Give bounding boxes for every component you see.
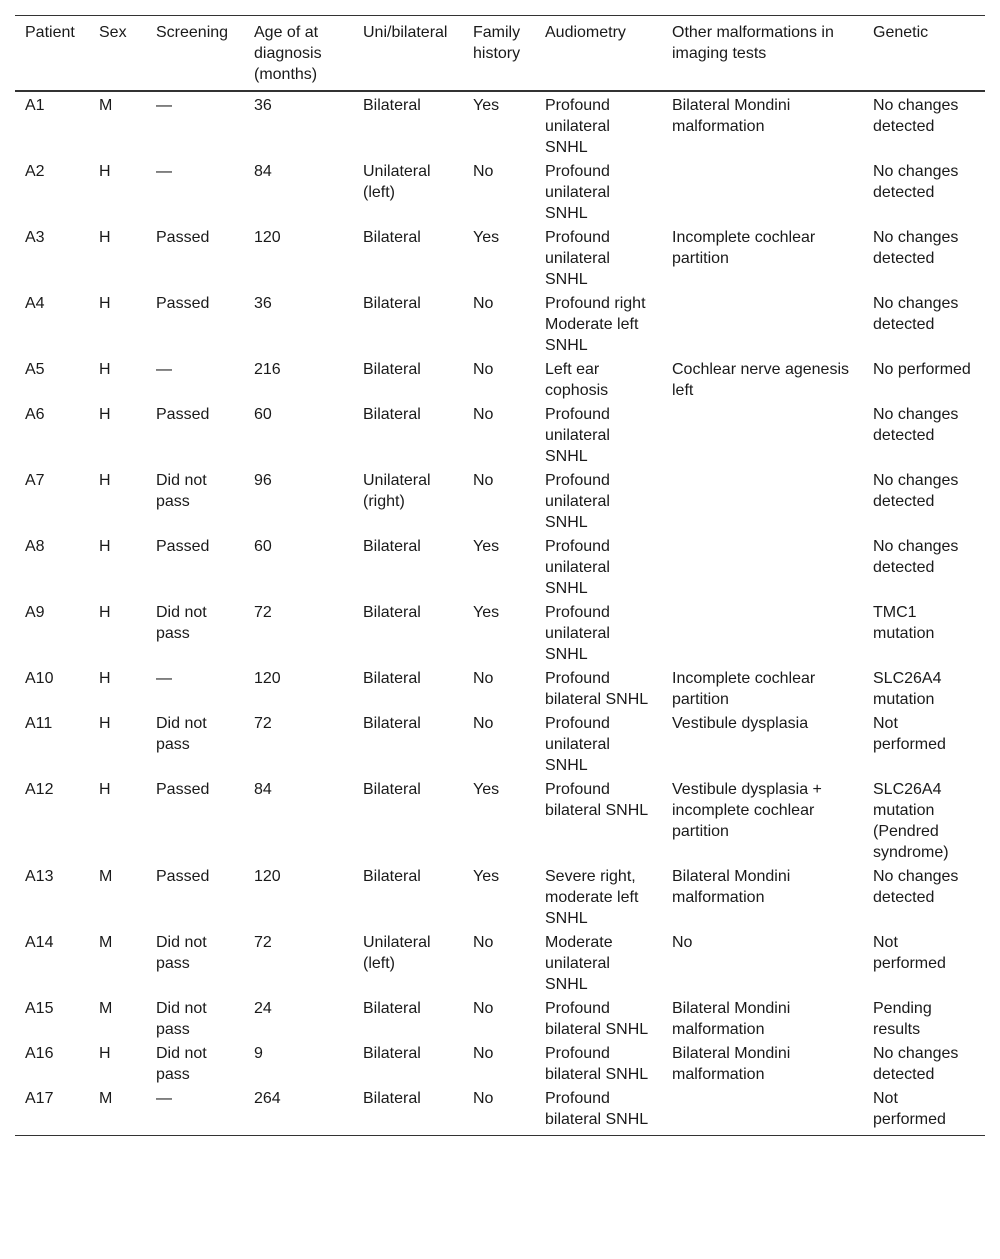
cell-genetic: No changes detected bbox=[873, 163, 959, 201]
cell-audiometry: Profound right Moderate left SNHL bbox=[545, 295, 646, 354]
cell-uni-bilateral: Bilateral bbox=[363, 868, 421, 885]
cell-family-history: Yes bbox=[473, 868, 500, 885]
cell-screening: Did not pass bbox=[156, 604, 207, 642]
cell-audiometry: Profound unilateral SNHL bbox=[545, 97, 610, 156]
cell-patient: A10 bbox=[25, 670, 54, 687]
cell-other-malformations: Incomplete cochlear partition bbox=[672, 229, 816, 267]
cell-sex: H bbox=[99, 1045, 111, 1062]
cell-screening: Passed bbox=[156, 781, 210, 798]
cell-genetic: TMC1 mutation bbox=[873, 604, 935, 642]
cell-audiometry: Profound bilateral SNHL bbox=[545, 781, 649, 819]
cell-patient: A4 bbox=[25, 295, 45, 312]
cell-patient: A16 bbox=[25, 1045, 54, 1062]
cell-age-at-diagnosis: 84 bbox=[254, 781, 272, 798]
cell-age-at-diagnosis: 24 bbox=[254, 1000, 272, 1017]
cell-sex: H bbox=[99, 670, 111, 687]
column-header-genetic: Genetic bbox=[873, 24, 929, 41]
table-row bbox=[15, 711, 985, 777]
cell-uni-bilateral: Unilateral (left) bbox=[363, 163, 431, 201]
cell-family-history: No bbox=[473, 406, 494, 423]
cell-family-history: No bbox=[473, 1090, 494, 1107]
cell-age-at-diagnosis: 72 bbox=[254, 934, 272, 951]
patient-table-container bbox=[15, 15, 985, 1136]
cell-sex: H bbox=[99, 229, 111, 246]
cell-other-malformations: Cochlear nerve agenesis left bbox=[672, 361, 849, 399]
cell-genetic: No changes detected bbox=[873, 538, 959, 576]
cell-other-malformations: Bilateral Mondini malformation bbox=[672, 1000, 791, 1038]
cell-screening: Did not pass bbox=[156, 472, 207, 510]
cell-family-history: No bbox=[473, 1045, 494, 1062]
cell-screening: — bbox=[156, 361, 172, 378]
table-row bbox=[15, 468, 985, 534]
cell-uni-bilateral: Bilateral bbox=[363, 1000, 421, 1017]
cell-other-malformations: Incomplete cochlear partition bbox=[672, 670, 816, 708]
cell-sex: H bbox=[99, 604, 111, 621]
cell-screening: — bbox=[156, 97, 172, 114]
cell-age-at-diagnosis: 264 bbox=[254, 1090, 281, 1107]
cell-patient: A6 bbox=[25, 406, 45, 423]
cell-age-at-diagnosis: 96 bbox=[254, 472, 272, 489]
cell-sex: H bbox=[99, 163, 111, 180]
cell-genetic: Not performed bbox=[873, 715, 946, 753]
cell-uni-bilateral: Bilateral bbox=[363, 715, 421, 732]
cell-audiometry: Profound unilateral SNHL bbox=[545, 715, 610, 774]
cell-patient: A17 bbox=[25, 1090, 54, 1107]
cell-audiometry: Severe right, moderate left SNHL bbox=[545, 868, 639, 927]
cell-uni-bilateral: Bilateral bbox=[363, 229, 421, 246]
cell-uni-bilateral: Bilateral bbox=[363, 670, 421, 687]
cell-other-malformations: No bbox=[672, 934, 693, 951]
cell-genetic: SLC26A4 mutation (Pendred syndrome) bbox=[873, 781, 949, 861]
table-body bbox=[15, 91, 985, 1136]
cell-age-at-diagnosis: 9 bbox=[254, 1045, 263, 1062]
table-row bbox=[15, 600, 985, 666]
cell-other-malformations: Bilateral Mondini malformation bbox=[672, 1045, 791, 1083]
column-header-sex: Sex bbox=[99, 24, 127, 41]
cell-sex: M bbox=[99, 868, 113, 885]
cell-sex: H bbox=[99, 361, 111, 378]
cell-age-at-diagnosis: 120 bbox=[254, 670, 281, 687]
cell-other-malformations: Vestibule dysplasia bbox=[672, 715, 809, 732]
column-header-other-malformations: Other malformations in imaging tests bbox=[672, 24, 834, 62]
cell-audiometry: Profound unilateral SNHL bbox=[545, 604, 610, 663]
header-row bbox=[15, 16, 985, 92]
cell-patient: A7 bbox=[25, 472, 45, 489]
cell-other-malformations: Bilateral Mondini malformation bbox=[672, 868, 791, 906]
cell-sex: H bbox=[99, 781, 111, 798]
cell-audiometry: Profound bilateral SNHL bbox=[545, 1090, 649, 1128]
cell-screening: Passed bbox=[156, 406, 210, 423]
cell-audiometry: Profound bilateral SNHL bbox=[545, 670, 649, 708]
cell-sex: H bbox=[99, 472, 111, 489]
table-row bbox=[15, 291, 985, 357]
cell-genetic: SLC26A4 mutation bbox=[873, 670, 942, 708]
cell-patient: A3 bbox=[25, 229, 45, 246]
cell-patient: A13 bbox=[25, 868, 54, 885]
cell-age-at-diagnosis: 60 bbox=[254, 538, 272, 555]
cell-patient: A12 bbox=[25, 781, 54, 798]
cell-patient: A8 bbox=[25, 538, 45, 555]
cell-uni-bilateral: Bilateral bbox=[363, 538, 421, 555]
cell-audiometry: Profound unilateral SNHL bbox=[545, 163, 610, 222]
cell-patient: A11 bbox=[25, 715, 53, 732]
table-row bbox=[15, 777, 985, 864]
cell-screening: — bbox=[156, 1090, 172, 1107]
cell-audiometry: Profound unilateral SNHL bbox=[545, 229, 610, 288]
cell-age-at-diagnosis: 84 bbox=[254, 163, 272, 180]
cell-screening: Did not pass bbox=[156, 934, 207, 972]
cell-audiometry: Profound unilateral SNHL bbox=[545, 472, 610, 531]
cell-age-at-diagnosis: 72 bbox=[254, 604, 272, 621]
cell-other-malformations bbox=[662, 534, 863, 600]
cell-other-malformations bbox=[662, 402, 863, 468]
cell-sex: M bbox=[99, 97, 113, 114]
cell-screening: Did not pass bbox=[156, 715, 207, 753]
cell-patient: A1 bbox=[25, 97, 45, 114]
cell-family-history: Yes bbox=[473, 229, 500, 246]
cell-screening: Passed bbox=[156, 295, 210, 312]
cell-family-history: No bbox=[473, 1000, 494, 1017]
cell-genetic: Not performed bbox=[873, 934, 946, 972]
cell-patient: A15 bbox=[25, 1000, 54, 1017]
cell-age-at-diagnosis: 216 bbox=[254, 361, 281, 378]
table-row bbox=[15, 1086, 985, 1136]
table-row bbox=[15, 996, 985, 1041]
column-header-uni-bilateral: Uni/bilateral bbox=[363, 24, 448, 41]
cell-patient: A14 bbox=[25, 934, 54, 951]
cell-genetic: No changes detected bbox=[873, 295, 959, 333]
cell-audiometry: Profound bilateral SNHL bbox=[545, 1045, 649, 1083]
cell-uni-bilateral: Unilateral (right) bbox=[363, 472, 431, 510]
cell-sex: H bbox=[99, 715, 111, 732]
column-header-screening: Screening bbox=[156, 24, 229, 41]
cell-family-history: No bbox=[473, 715, 494, 732]
cell-family-history: No bbox=[473, 670, 494, 687]
cell-age-at-diagnosis: 60 bbox=[254, 406, 272, 423]
table-row bbox=[15, 357, 985, 402]
cell-sex: H bbox=[99, 406, 111, 423]
cell-other-malformations bbox=[662, 1086, 863, 1136]
cell-uni-bilateral: Unilateral (left) bbox=[363, 934, 431, 972]
column-header-family-history: Family history bbox=[473, 24, 521, 62]
cell-screening: — bbox=[156, 670, 172, 687]
cell-family-history: Yes bbox=[473, 538, 500, 555]
table-row bbox=[15, 159, 985, 225]
cell-other-malformations: Bilateral Mondini malformation bbox=[672, 97, 791, 135]
cell-other-malformations bbox=[662, 159, 863, 225]
cell-screening: Passed bbox=[156, 868, 210, 885]
cell-audiometry: Profound bilateral SNHL bbox=[545, 1000, 649, 1038]
cell-genetic: No changes detected bbox=[873, 406, 959, 444]
cell-other-malformations bbox=[662, 600, 863, 666]
cell-audiometry: Left ear cophosis bbox=[545, 361, 609, 399]
cell-family-history: No bbox=[473, 472, 494, 489]
cell-genetic: No changes detected bbox=[873, 97, 959, 135]
cell-patient: A9 bbox=[25, 604, 45, 621]
table-row bbox=[15, 930, 985, 996]
cell-genetic: No changes detected bbox=[873, 229, 959, 267]
cell-genetic: Not performed bbox=[873, 1090, 946, 1128]
cell-family-history: Yes bbox=[473, 97, 500, 114]
cell-genetic: No changes detected bbox=[873, 1045, 959, 1083]
cell-age-at-diagnosis: 120 bbox=[254, 868, 281, 885]
cell-genetic: Pending results bbox=[873, 1000, 932, 1038]
cell-other-malformations bbox=[662, 468, 863, 534]
cell-age-at-diagnosis: 72 bbox=[254, 715, 272, 732]
cell-uni-bilateral: Bilateral bbox=[363, 295, 421, 312]
cell-sex: M bbox=[99, 934, 113, 951]
table-header bbox=[15, 16, 985, 92]
cell-audiometry: Profound unilateral SNHL bbox=[545, 406, 610, 465]
cell-other-malformations: Vestibule dysplasia + incomplete cochlear partition bbox=[672, 781, 822, 840]
cell-family-history: No bbox=[473, 163, 494, 180]
table-row bbox=[15, 864, 985, 930]
cell-audiometry: Moderate unilateral SNHL bbox=[545, 934, 613, 993]
cell-patient: A5 bbox=[25, 361, 45, 378]
cell-sex: M bbox=[99, 1000, 113, 1017]
cell-family-history: No bbox=[473, 361, 494, 378]
cell-family-history: Yes bbox=[473, 781, 500, 798]
cell-other-malformations bbox=[662, 291, 863, 357]
cell-age-at-diagnosis: 120 bbox=[254, 229, 281, 246]
cell-sex: M bbox=[99, 1090, 113, 1107]
cell-uni-bilateral: Bilateral bbox=[363, 97, 421, 114]
column-header-audiometry: Audiometry bbox=[545, 24, 626, 41]
cell-screening: Passed bbox=[156, 538, 210, 555]
cell-family-history: Yes bbox=[473, 604, 500, 621]
cell-uni-bilateral: Bilateral bbox=[363, 1090, 421, 1107]
cell-genetic: No changes detected bbox=[873, 472, 959, 510]
table-row bbox=[15, 91, 985, 159]
column-header-age-at-diagnosis: Age of at diagnosis (months) bbox=[254, 24, 322, 83]
table-row bbox=[15, 534, 985, 600]
cell-uni-bilateral: Bilateral bbox=[363, 361, 421, 378]
cell-uni-bilateral: Bilateral bbox=[363, 781, 421, 798]
cell-screening: — bbox=[156, 163, 172, 180]
cell-family-history: No bbox=[473, 295, 494, 312]
table-row bbox=[15, 666, 985, 711]
table-row bbox=[15, 1041, 985, 1086]
cell-screening: Did not pass bbox=[156, 1045, 207, 1083]
cell-uni-bilateral: Bilateral bbox=[363, 604, 421, 621]
cell-screening: Passed bbox=[156, 229, 210, 246]
cell-audiometry: Profound unilateral SNHL bbox=[545, 538, 610, 597]
column-header-patient: Patient bbox=[25, 24, 75, 41]
cell-age-at-diagnosis: 36 bbox=[254, 295, 272, 312]
cell-screening: Did not pass bbox=[156, 1000, 207, 1038]
patient-table bbox=[15, 15, 985, 1136]
cell-genetic: No performed bbox=[873, 361, 971, 378]
cell-uni-bilateral: Bilateral bbox=[363, 1045, 421, 1062]
cell-uni-bilateral: Bilateral bbox=[363, 406, 421, 423]
cell-sex: H bbox=[99, 538, 111, 555]
cell-sex: H bbox=[99, 295, 111, 312]
table-row bbox=[15, 402, 985, 468]
cell-age-at-diagnosis: 36 bbox=[254, 97, 272, 114]
table-row bbox=[15, 225, 985, 291]
cell-family-history: No bbox=[473, 934, 494, 951]
cell-patient: A2 bbox=[25, 163, 45, 180]
cell-genetic: No changes detected bbox=[873, 868, 959, 906]
